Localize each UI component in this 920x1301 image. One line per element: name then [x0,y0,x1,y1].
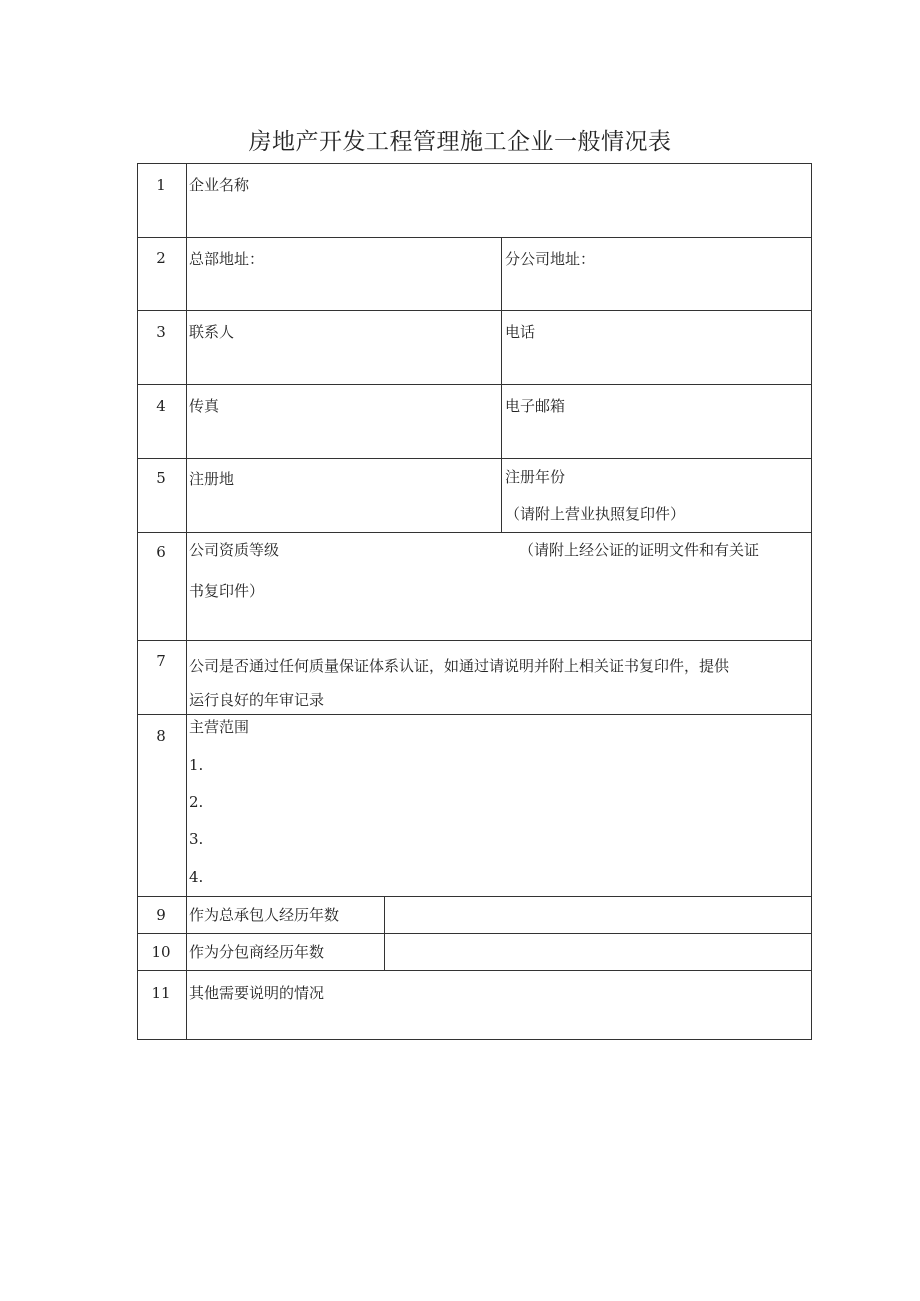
subcontractor-years-label: 作为分包商经历年数 [189,943,325,961]
row-number: 5 [156,469,166,487]
list-item: 3. [189,830,204,848]
list-item: 1. [189,756,204,774]
row-number: 4 [156,397,166,415]
table-divider [137,310,812,311]
row-number: 1 [156,176,166,194]
quality-certification-text-continued: 运行良好的年审记录 [189,691,325,709]
row-number: 6 [156,543,166,561]
table-divider [137,896,812,897]
table-divider [137,384,812,385]
table-divider [137,714,812,715]
quality-certification-text: 公司是否通过任何质量保证体系认证，如通过请说明并附上相关证书复印件，提供 [189,657,730,675]
other-notes-label: 其他需要说明的情况 [189,984,325,1002]
registration-year-label: 注册年份 [505,468,566,486]
branch-address-label: 分公司地址： [505,250,596,268]
qualification-note: （请附上经公证的证明文件和有关证 [519,541,760,559]
qualification-grade-label: 公司资质等级 [189,541,280,559]
table-divider [137,532,812,533]
business-license-note: （请附上营业执照复印件） [505,505,686,523]
table-divider [501,237,502,533]
row-number: 9 [156,906,166,924]
row-number: 11 [151,984,171,1002]
fax-label: 传真 [189,397,220,415]
table-divider [137,458,812,459]
list-item: 4. [189,868,204,886]
table-divider [137,970,812,971]
row-number: 8 [156,727,166,745]
page-title: 房地产开发工程管理施工企业一般情况表 [248,129,672,155]
list-item: 2. [189,793,204,811]
headquarters-address-label: 总部地址： [189,250,265,268]
qualification-note-continued: 书复印件） [189,582,265,600]
row-number: 7 [156,652,166,670]
row-number: 3 [156,323,166,341]
phone-label: 电话 [505,323,536,341]
contact-person-label: 联系人 [189,323,235,341]
table-divider [137,933,812,934]
table-divider [137,237,812,238]
row-number: 2 [156,249,166,267]
table-divider [186,163,187,1040]
registration-place-label: 注册地 [189,470,235,488]
main-business-label: 主营范围 [189,718,250,736]
table-divider [137,640,812,641]
email-label: 电子邮箱 [505,397,566,415]
general-contractor-years-label: 作为总承包人经历年数 [189,906,340,924]
company-name-label: 企业名称 [189,176,250,194]
row-number: 10 [151,943,171,961]
